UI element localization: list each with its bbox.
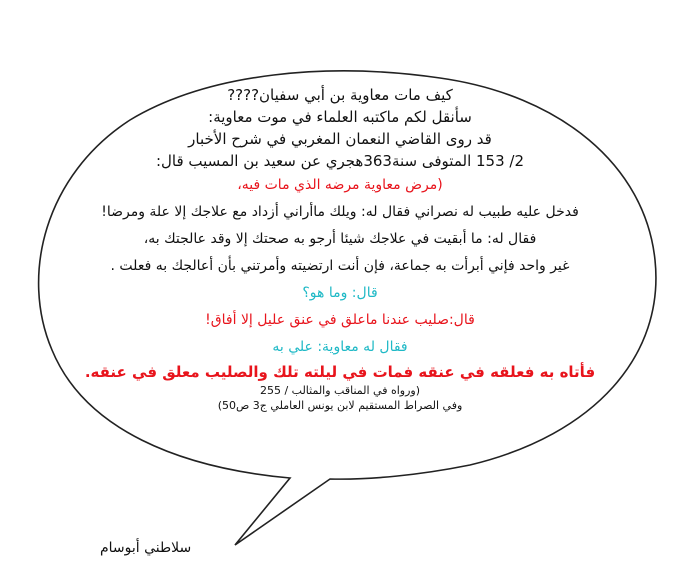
line-death: فأتاه به فعلقه في عنقه فمات في ليلته تلك والصليب معلق في عنقه. <box>84 363 596 381</box>
line-remedy-offer: غير واحد فإني أبرأت به جماعة، فإن أنت ارتضيته وأمرتني بأن أعالجك به فعلت . <box>110 258 570 274</box>
line-citation: 2/ 153 المتوفى سنة363هجري عن سعيد بن المسيب قال: <box>155 152 525 170</box>
line-doctor-reply: فقال له: ما أبقيت في علاجك شيئا أرجو به صحتك إلا وقد عالجتك به، <box>143 231 537 247</box>
line-muawiya-reply: فقال له معاوية: علي به <box>272 339 408 355</box>
line-intro: سأنقل لكم ماكتبه العلماء في موت معاوية: <box>208 108 472 126</box>
line-source: قد روى القاضي النعمان المغربي في شرح الأخبار <box>188 130 492 148</box>
line-reference-1: (ورواه في المناقب والمثالب / 255 <box>259 384 421 397</box>
speech-bubble-text <box>60 84 620 413</box>
line-question: قال: وما هو؟ <box>302 285 378 301</box>
line-cross-answer: قال:صليب عندنا ماعلق في عنق عليل إلا أفاق! <box>205 312 475 328</box>
line-title: كيف مات معاوية بن أبي سفيان???? <box>227 86 453 104</box>
line-narration-start: (مرض معاوية مرضه الذي مات فيه، <box>237 177 443 193</box>
line-reference-2: وفي الصراط المستقيم لابن يونس العاملي ج3 ص50) <box>217 399 463 412</box>
author-signature: سلاطني أبوسام <box>100 540 192 556</box>
line-doctor-entry: فدخل عليه طبيب له نصراني فقال له: ويلك ماأراني أزداد مع علاجك إلا علة ومرضا! <box>101 204 579 220</box>
